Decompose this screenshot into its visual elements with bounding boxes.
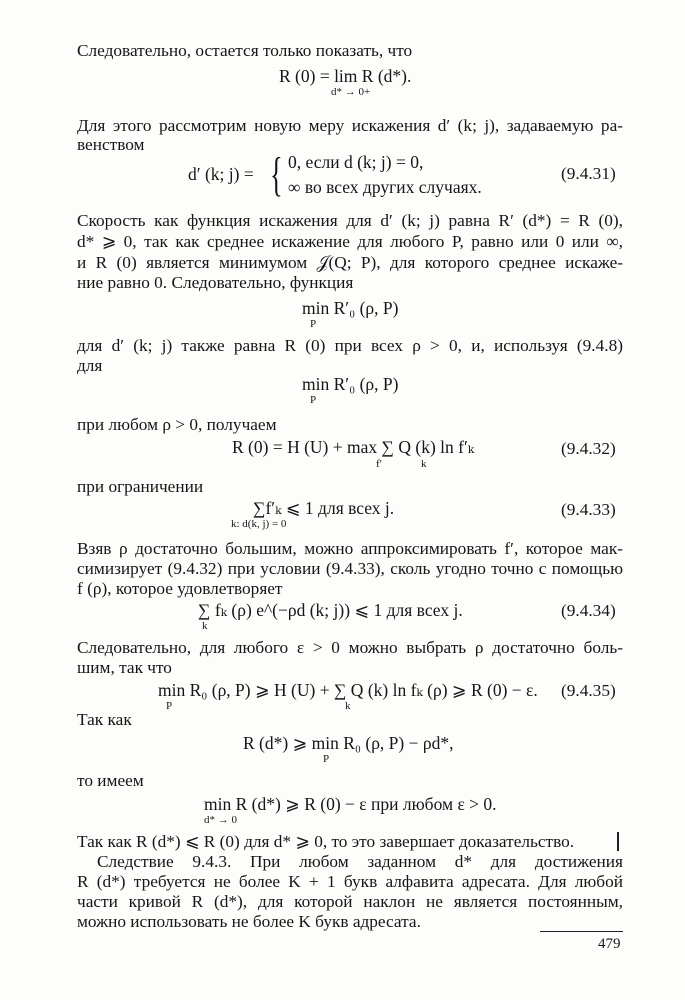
equation-number-9-4-32: (9.4.32) xyxy=(561,439,616,458)
formula-constraint-subscript: k: d(k, j) = 0 xyxy=(231,518,287,530)
formula-chain-sum-subscript: k xyxy=(345,700,351,712)
formula-min-r0-prime-2-text: min R′₀ (ρ, P) xyxy=(302,374,399,394)
formula-min-subscript: P xyxy=(310,318,317,330)
formula-limit-subscript: d* → 0+ xyxy=(331,86,371,98)
paragraph-corollary-line1: Следствие 9.4.3. При любом заданном d* для достижения xyxy=(97,852,623,871)
formula-min-limit-subscript: d* → 0 xyxy=(204,814,237,826)
formula-sum-exp-subscript: k xyxy=(202,620,208,632)
formula-min-subscript-2: P xyxy=(310,394,317,406)
formula-sum-exp-text: ∑ fₖ (ρ) e^(−ρd (k; j)) ⩽ 1 для всех j. xyxy=(198,600,463,620)
equation-number-9-4-34: (9.4.34) xyxy=(561,601,616,620)
paragraph-rate-line3: и R (0) является минимумом 𝒥(Q; P), для которого среднее искаже- xyxy=(77,253,623,272)
formula-bound-subscript: P xyxy=(323,753,330,765)
paragraph-corollary-line4: можно использовать не более K букв адресата. xyxy=(77,912,421,931)
formula-min-r0-prime-text: min R′₀ (ρ, P) xyxy=(302,298,399,318)
paragraph-corollary-line2: R (d*) требуется не более K + 1 букв алфавита адресата. Для любой xyxy=(77,872,623,891)
paragraph-proof-end: Так как R (d*) ⩽ R (0) для d* ⩾ 0, то это завершает доказательство. xyxy=(77,832,575,851)
formula-sum-subscript: k xyxy=(421,458,427,470)
formula-min-r0-chain-text: min R₀ (ρ, P) ⩾ H (U) + ∑ Q (k) ln fₖ (ρ) ⩾ R (0) − ε. xyxy=(158,680,538,700)
paragraph-measure-line2: венством xyxy=(77,135,145,154)
paragraph-measure-line1: Для этого рассмотрим новую меру искажения d′ (k; j), задаваемую ра- xyxy=(77,116,623,135)
formula-min-limit xyxy=(204,794,497,826)
formula-sum-exp xyxy=(198,600,463,632)
formula-min-limit-text: min R (d*) ⩾ R (0) − ε при любом ε > 0. xyxy=(204,794,497,814)
paragraph-constraint: при ограничении xyxy=(77,477,204,496)
formula-r0-max-text: R (0) = H (U) + max ∑ Q (k) ln f′ₖ xyxy=(232,437,475,457)
formula-constraint-sum-text: ∑f′ₖ ⩽ 1 для всех j. xyxy=(253,498,395,518)
paragraph-rho-large-line1: Взяв ρ достаточно большим, можно аппроксимировать f′, которое мак- xyxy=(77,539,623,558)
formula-chain-min-subscript: P xyxy=(166,700,173,712)
paragraph-rate-line2: d* ⩾ 0, так как среднее искажение для любого P, равно или 0 или ∞, xyxy=(77,232,623,251)
equation-number-9-4-31: (9.4.31) xyxy=(561,164,616,183)
formula-r-dstar-bound xyxy=(243,733,454,765)
equation-number-9-4-33: (9.4.33) xyxy=(561,500,616,519)
paragraph-rate-line1: Скорость как функция искажения для d′ (k; j) равна R′ (d*) = R (0), xyxy=(77,211,623,230)
formula-min-r0-prime xyxy=(302,298,399,330)
end-dash xyxy=(540,931,623,932)
formula-brace: { xyxy=(270,148,283,201)
page-number: 479 xyxy=(598,936,621,952)
paragraph-intro: Следовательно, остается только показать, что xyxy=(77,41,413,60)
equation-number-9-4-35: (9.4.35) xyxy=(561,681,616,700)
formula-min-r0-prime-2 xyxy=(302,374,399,406)
paragraph-rho-large-line2: симизирует (9.4.32) при условии (9.4.33), сколь угодно точно с помощью xyxy=(77,559,623,578)
formula-min-r0-chain xyxy=(158,680,538,712)
formula-constraint-sum xyxy=(231,498,395,530)
formula-distortion-lhs: d′ (k; j) = xyxy=(188,164,254,184)
paragraph-also-line2: для xyxy=(77,356,103,375)
paragraph-corollary-line3: части кривой R (d*), для которой наклон не является постоянным, xyxy=(77,892,623,911)
formula-distortion-case1: 0, если d (k; j) = 0, xyxy=(288,152,424,172)
formula-r0-max xyxy=(232,437,475,470)
formula-max-subscript: f′ xyxy=(376,458,383,470)
formula-r-dstar-bound-text: R (d*) ⩾ min R₀ (ρ, P) − ρd*, xyxy=(243,733,454,753)
paragraph-rate-line4: ние равно 0. Следовательно, функция xyxy=(77,273,354,292)
formula-limit-text: R (0) = lim R (d*). xyxy=(279,66,412,86)
paragraph-we-have: то имеем xyxy=(77,771,144,790)
proof-end-mark xyxy=(617,832,619,851)
paragraph-rho-large-line3: f (ρ), которое удовлетворяет xyxy=(77,579,283,598)
paragraph-also-line1: для d′ (k; j) также равна R (0) при всех ρ > 0, и, используя (9.4.8) xyxy=(77,336,623,355)
paragraph-any-rho: при любом ρ > 0, получаем xyxy=(77,415,277,434)
paragraph-epsilon-line2: шим, так что xyxy=(77,658,172,677)
formula-limit xyxy=(279,66,412,98)
formula-distortion-case2: ∞ во всех других случаях. xyxy=(288,177,482,197)
paragraph-epsilon-line1: Следовательно, для любого ε > 0 можно выбрать ρ достаточно боль- xyxy=(77,638,623,657)
paragraph-since: Так как xyxy=(77,710,132,729)
